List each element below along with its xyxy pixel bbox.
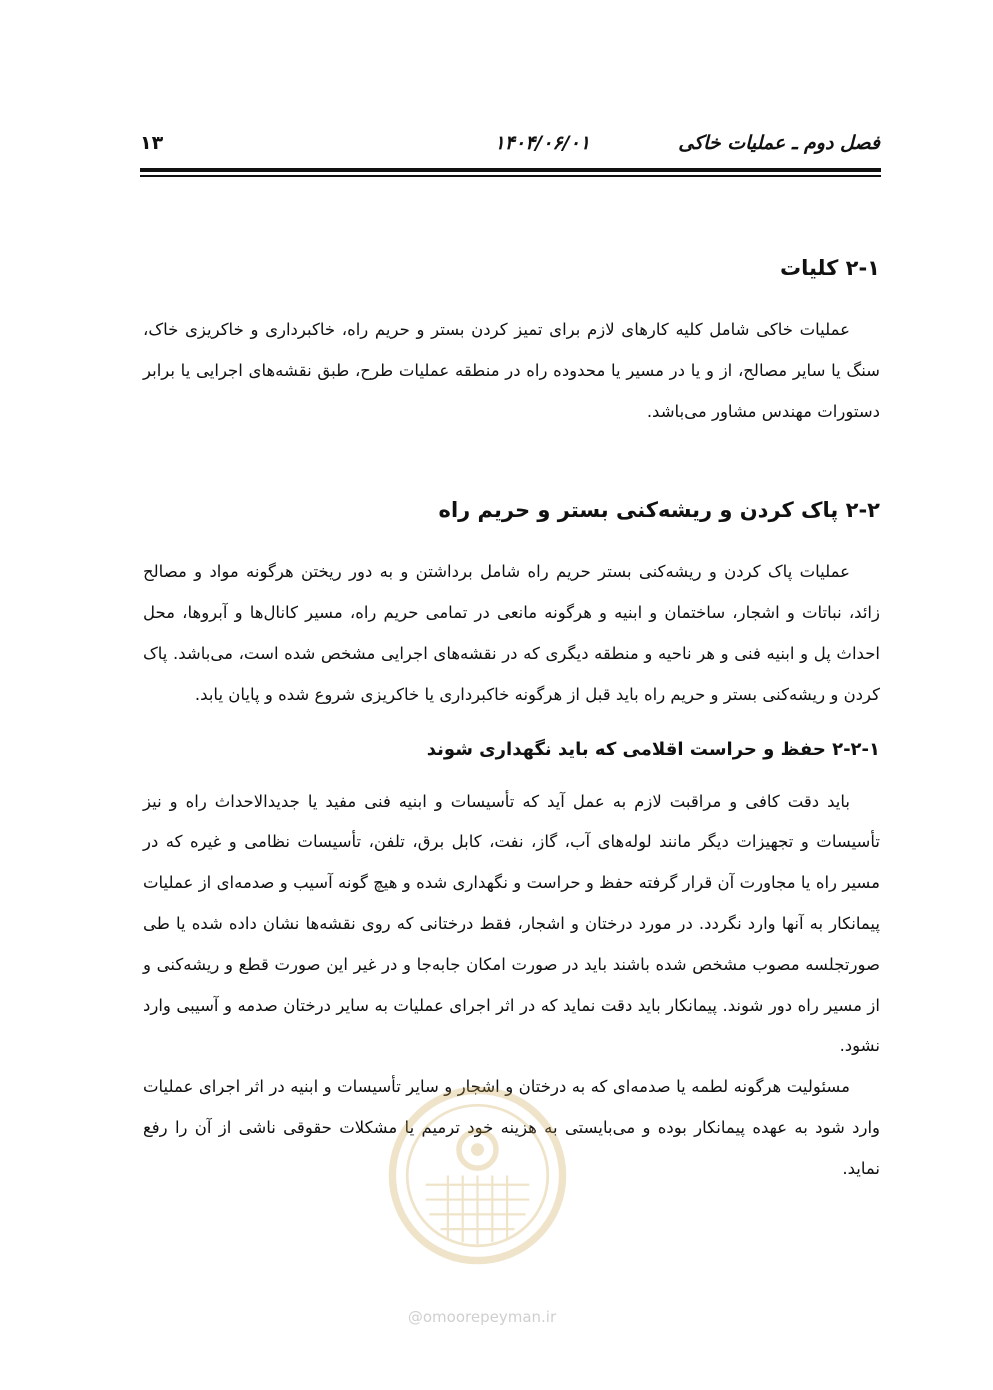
header-date: ۱۴۰۴/۰۶/۰۱ <box>494 132 590 154</box>
watermark-logo <box>385 1083 570 1268</box>
section-heading: ۲-۱ کلیات <box>779 256 880 280</box>
watermark-text: @omoorepeyman.ir <box>407 1308 557 1326</box>
paragraph: مسئولیت هرگونه لطمه یا صدمه‌ای که به درختان و اشجار و سایر تأسیسات و ابنیه در اثر اجرای عملیات وارد شود به عهده پیمانکار بوده و می‌بایستی به هزینه خود ترمیم یا مشکلات حقوقی ناشی از آن را رفع نماید. <box>143 1077 880 1178</box>
paragraph: عملیات پاک کردن و ریشه‌کنی بستر حریم راه شامل برداشتن و به دور ریختن هرگونه مواد و مصالح زائد، نباتات و اشجار، ساختمان و ابنیه و هرگونه مانعی در تمامی حریم راه، مسیر کانال‌ها و آبروها، محل احداث پل و ابنیه فنی و هر ناحیه و منطقه دیگری که در نقشه‌های اجرایی مشخص شده است، می‌باشد. پاک کردن و ریشه‌کنی بستر و حریم راه باید قبل از هرگونه خاکبرداری یا خاکریزی شروع شده و پایان یابد. <box>143 562 880 704</box>
header-rule-thick <box>140 168 881 172</box>
paragraph: عملیات خاکی شامل کلیه کارهای لازم برای تمیز کردن بستر و حریم راه، خاکبرداری و خاکریزی خاک، سنگ یا سایر مصالح، از و یا در مسیر یا محدوده راه در منطقه عملیات طرح، طبق نقشه‌های اجرایی یا برابر دستورات مهندس مشاور می‌باشد. <box>143 320 880 421</box>
header-rule-thin <box>140 175 881 177</box>
subsection-heading: ۲-۲-۱ حفظ و حراست اقلامی که باید نگهداری شوند <box>426 738 880 760</box>
paragraph: باید دقت کافی و مراقبت لازم به عمل آید که تأسیسات و ابنیه فنی مفید یا جدیدالاحداث راه و نیز تأسیسات و تجهیزات دیگر مانند لوله‌های آب، گاز، نفت، کابل برق، تلفن، تأسیسات نظامی و غیره که در مسیر راه یا مجاورت آن قرار گرفته حفظ و حراست و نگهداری شده و هیچ گونه آسیب و صدمه‌ای از عملیات پیمانکار به آنها وارد نگردد. در مورد درختان و اشجار، فقط درختانی که روی نقشه‌ها نشان داده شده یا طی صورتجلسه مصوب مشخص شده باشند باید در صورت امکان جابه‌جا و در غیر این صورت قطع و ریشه‌کنی و از مسیر راه دور شوند. پیمانکار باید دقت نماید که در اثر اجرای عملیات به سایر درختان صدمه و آسیبی وارد نشود. <box>143 791 880 1056</box>
page-body <box>143 248 880 1190</box>
page-number: ۱۳ <box>140 132 164 154</box>
chapter-title: فصل دوم ـ عملیات خاکی <box>678 132 880 154</box>
page-header <box>140 128 880 162</box>
section-heading: ۲-۲ پاک کردن و ریشه‌کنی بستر و حریم راه <box>438 498 880 523</box>
